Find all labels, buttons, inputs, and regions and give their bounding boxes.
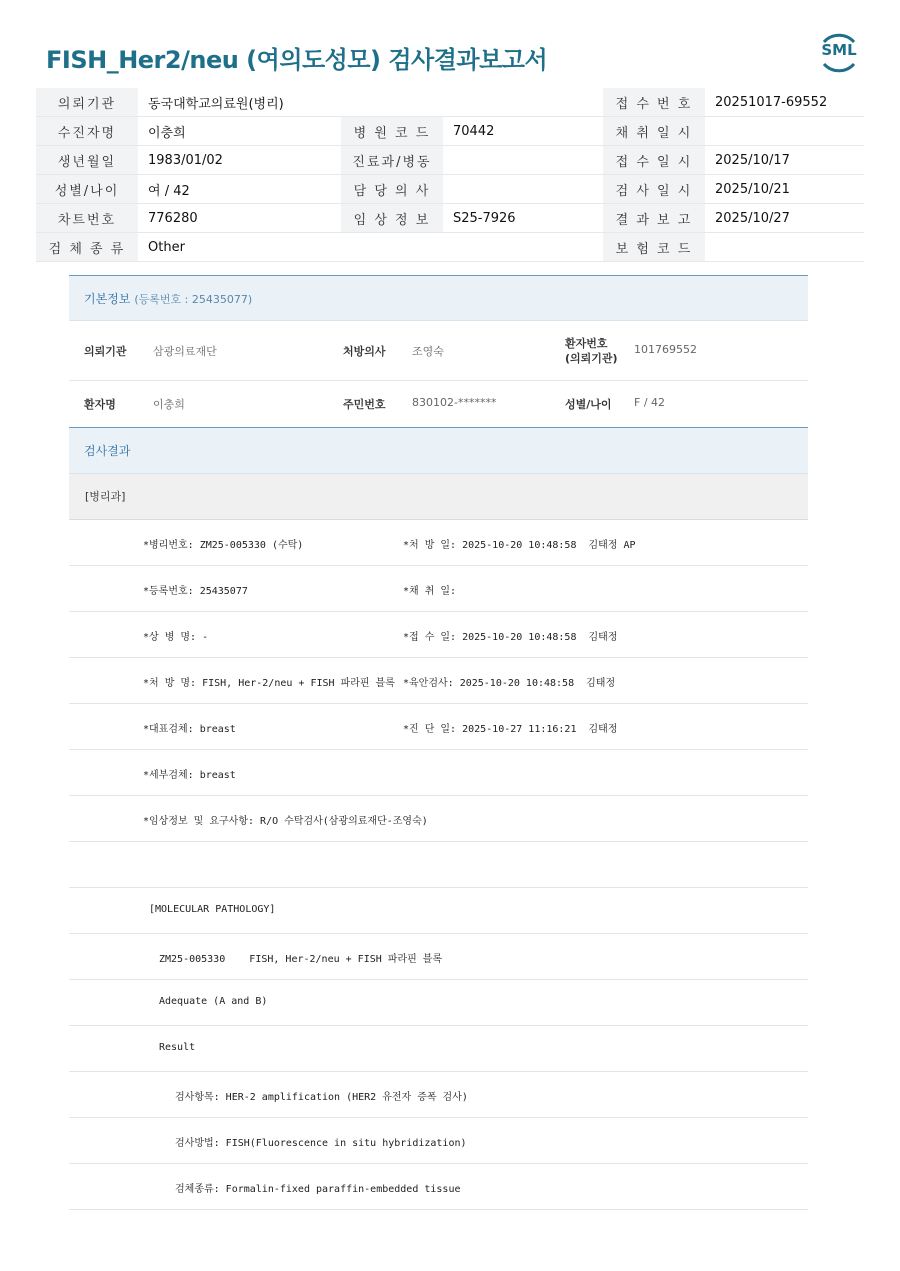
header-value: 2025/10/21 <box>705 175 864 204</box>
result-line-right: *진 단 일: 2025-10-27 11:16:21 김태정 <box>403 724 618 735</box>
result-line-left: *임상정보 및 요구사항: R/O 수탁검사(삼광의료재단-조영숙) <box>143 816 428 827</box>
result-line-right: *채 취 일: <box>403 586 457 597</box>
header-row <box>36 117 864 146</box>
header-label <box>341 233 443 262</box>
molecular-line <box>69 1118 808 1164</box>
header-row <box>36 233 864 262</box>
result-line <box>69 566 808 612</box>
result-line-right: *접 수 일: 2025-10-20 10:48:58 김태정 <box>403 632 618 643</box>
sex-age-value: F / 42 <box>634 396 666 409</box>
header-label: 접 수 일 시 <box>603 146 705 175</box>
basic-info-row-1 <box>69 321 808 381</box>
header-label: 검 체 종 류 <box>36 233 138 262</box>
header-value: 여 / 42 <box>138 175 341 204</box>
header-label: 생년월일 <box>36 146 138 175</box>
header-label <box>341 88 443 117</box>
department-header <box>69 474 808 520</box>
header-value <box>443 233 603 262</box>
header-value: 776280 <box>138 204 341 233</box>
patient-header-table <box>36 88 864 262</box>
header-value <box>443 146 603 175</box>
header-value: 1983/01/02 <box>138 146 341 175</box>
molecular-text: Result <box>159 1042 196 1053</box>
header-row <box>36 175 864 204</box>
logo-text: SML <box>821 41 857 59</box>
molecular-line <box>69 1072 808 1118</box>
result-line-left: *처 방 명: FISH, Her-2/neu + FISH 파라핀 블록 <box>143 678 395 689</box>
doctor-value: 조영숙 <box>412 345 444 358</box>
header-value <box>443 88 603 117</box>
molecular-line <box>69 888 808 934</box>
result-line <box>69 750 808 796</box>
header-label: 임 상 정 보 <box>341 204 443 233</box>
molecular-text: 검사항목: HER-2 amplification (HER2 유전자 증폭 검사) <box>175 1092 468 1103</box>
header-label: 차트번호 <box>36 204 138 233</box>
header-label: 검 사 일 시 <box>603 175 705 204</box>
header-value: 20251017-69552 <box>705 88 864 117</box>
report-title: FISH_Her2/neu (여의도성모) 검사결과보고서 <box>46 46 548 74</box>
header-value: S25-7926 <box>443 204 603 233</box>
result-line-right: *육안검사: 2025-10-20 10:48:58 김태정 <box>403 678 616 689</box>
header-value <box>705 117 864 146</box>
molecular-text: ZM25-005330 FISH, Her-2/neu + FISH 파라핀 블록 <box>159 954 443 965</box>
header-label: 의뢰기관 <box>36 88 138 117</box>
molecular-text: 검체종류: Formalin-fixed paraffin-embedded tissue <box>175 1184 461 1195</box>
header-value: 2025/10/17 <box>705 146 864 175</box>
results-title: 검사결과 <box>84 444 131 458</box>
result-line <box>69 704 808 750</box>
result-line <box>69 796 808 842</box>
molecular-line <box>69 980 808 1026</box>
header-label: 진료과/병동 <box>341 146 443 175</box>
resident-id-label: 주민번호 <box>343 398 386 411</box>
header-value <box>443 175 603 204</box>
molecular-text: [MOLECULAR PATHOLOGY] <box>149 904 276 915</box>
result-line-left: *대표검체: breast <box>143 724 236 735</box>
result-line-left: *등록번호: 25435077 <box>143 586 248 597</box>
patient-number-value: 101769552 <box>634 343 697 356</box>
institution-value: 삼광의료재단 <box>153 345 217 358</box>
result-line-left: *상 병 명: - <box>143 632 209 643</box>
header-label: 병 원 코 드 <box>341 117 443 146</box>
results-header <box>69 427 808 474</box>
result-line-left: *병리번호: ZM25-005330 (수탁) <box>143 540 304 551</box>
basic-info-title: 기본정보 <box>84 292 131 306</box>
patient-number-label: 환자번호 <box>565 337 608 350</box>
department-label: [병리과] <box>85 490 126 503</box>
result-line-left: *세부검체: breast <box>143 770 236 781</box>
patient-name-value: 이충희 <box>153 398 185 411</box>
molecular-text: Adequate (A and B) <box>159 996 268 1007</box>
result-line <box>69 658 808 704</box>
header-label: 성별/나이 <box>36 175 138 204</box>
molecular-line <box>69 1164 808 1210</box>
header-value: 이충희 <box>138 117 341 146</box>
molecular-line <box>69 1026 808 1072</box>
patient-name-label: 환자명 <box>84 398 116 411</box>
header-row <box>36 204 864 233</box>
result-line <box>69 520 808 566</box>
sex-age-label: 성별/나이 <box>565 398 612 411</box>
header-label: 보 험 코 드 <box>603 233 705 262</box>
molecular-line <box>69 934 808 980</box>
header-row <box>36 146 864 175</box>
header-label: 접 수 번 호 <box>603 88 705 117</box>
header-label: 결 과 보 고 <box>603 204 705 233</box>
header-value <box>705 233 864 262</box>
result-line <box>69 842 808 888</box>
institution-label: 의뢰기관 <box>84 345 127 358</box>
header-value: 2025/10/27 <box>705 204 864 233</box>
result-line-right: *처 방 일: 2025-10-20 10:48:58 김태정 AP <box>403 540 636 551</box>
resident-id-value: 830102-******* <box>412 396 497 409</box>
basic-info-header <box>69 275 808 321</box>
header-label: 채 취 일 시 <box>603 117 705 146</box>
molecular-text: 검사방법: FISH(Fluorescence in situ hybridization) <box>175 1138 467 1149</box>
result-line <box>69 612 808 658</box>
header-label: 담 당 의 사 <box>341 175 443 204</box>
header-value: 70442 <box>443 117 603 146</box>
header-row <box>36 88 864 117</box>
sml-logo <box>816 30 862 76</box>
header-label: 수진자명 <box>36 117 138 146</box>
basic-info-row-2 <box>69 381 808 427</box>
registration-number: (등록번호 : 25435077) <box>134 293 253 306</box>
patient-number-sublabel: (의뢰기관) <box>565 352 618 365</box>
doctor-label: 처방의사 <box>343 345 386 358</box>
header-value: Other <box>138 233 341 262</box>
header-value: 동국대학교의료원(병리) <box>138 88 341 117</box>
